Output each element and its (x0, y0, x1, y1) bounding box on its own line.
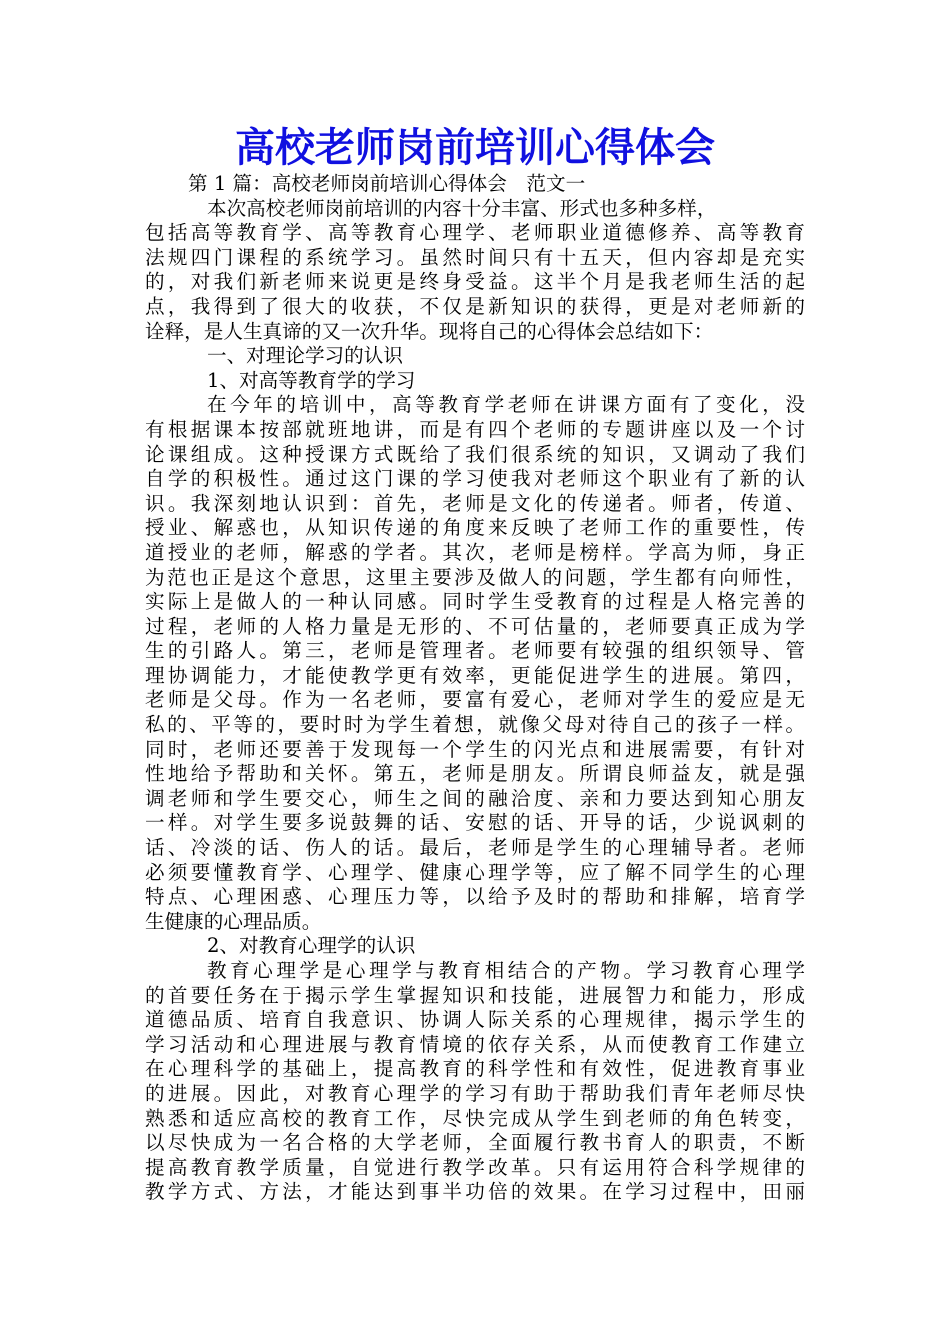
body-text-line: 在今年的培训中，高等教育学老师在讲课方面有了变化，没 (207, 393, 805, 417)
body-text-line: 一、对理论学习的认识 (207, 344, 403, 368)
body-text-line: 以尽快成为一名合格的大学老师，全面履行教书育人的职责，不断 (145, 1131, 805, 1155)
body-text-line: 实际上是做人的一种认同感。同时学生受教育的过程是人格完善的 (145, 590, 805, 614)
body-text-line: 点，我得到了很大的收获，不仅是新知识的获得，更是对老师新的 (145, 294, 805, 318)
body-text-line: 话、冷淡的话、伤人的话。最后，老师是学生的心理辅导者。老师 (145, 836, 805, 860)
body-text-line: 生健康的心理品质。 (145, 909, 322, 933)
body-text-line: 熟悉和适应高校的教育工作，尽快完成从学生到老师的角色转变， (145, 1106, 805, 1130)
body-text-line: 道授业的老师，解惑的学者。其次，老师是榜样。学高为师，身正 (145, 540, 805, 564)
body-text-line: 论课组成。这种授课方式既给了我们很系统的知识，又调动了我们 (145, 442, 805, 466)
body-text-line: 生的引路人。第三，老师是管理者。老师要有较强的组织领导、管 (145, 639, 805, 663)
body-text-line: 的进展。因此，对教育心理学的学习有助于帮助我们青年老师尽快 (145, 1081, 805, 1105)
body-text-line: 教学方式、方法，才能达到事半功倍的效果。在学习过程中，田丽 (145, 1180, 805, 1204)
body-text-line: 的，对我们新老师来说更是终身受益。这半个月是我老师生活的起 (145, 270, 805, 294)
document-subtitle: 第 1 篇：高校老师岗前培训心得体会 范文一 (188, 172, 586, 195)
body-text-line: 诠释，是人生真谛的又一次升华。现将自己的心得体会总结如下： (145, 319, 714, 343)
document-title: 高校老师岗前培训心得体会 (235, 124, 715, 171)
body-text-line: 同时，老师还要善于发现每一个学生的闪光点和进展需要，有针对 (145, 737, 805, 761)
body-text-line: 特点、心理困惑、心理压力等，以给予及时的帮助和排解，培育学 (145, 885, 805, 909)
body-text-line: 学习活动和心理进展与教育情境的依存关系，从而使教育工作建立 (145, 1032, 805, 1056)
body-text-line: 道德品质、培育自我意识、协调人际关系的心理规律，揭示学生的 (145, 1008, 805, 1032)
document-body (145, 172, 805, 1205)
body-text-line: 理协调能力，才能使教学更有效率，更能促进学生的进展。第四， (145, 663, 805, 687)
body-text-line: 私的、平等的，要时时为学生着想，就像父母对待自己的孩子一样。 (145, 713, 805, 737)
body-text-line: 识。我深刻地认识到：首先，老师是文化的传递者。师者，传道、 (145, 491, 805, 515)
body-text-line: 本次高校老师岗前培训的内容十分丰富、形式也多种多样， (207, 196, 717, 220)
body-text-line: 1、对高等教育学的学习 (207, 368, 416, 392)
body-text-line: 调老师和学生要交心，师生之间的融洽度、亲和力要达到知心朋友 (145, 786, 805, 810)
body-text-line: 必须要懂教育学、心理学、健康心理学等，应了解不同学生的心理 (145, 860, 805, 884)
body-text-line: 老师是父母。作为一名老师，要富有爱心，老师对学生的爱应是无 (145, 688, 805, 712)
body-text-line: 法规四门课程的系统学习。虽然时间只有十五天，但内容却是充实 (145, 245, 805, 269)
body-text-line: 授业、解惑也，从知识传递的角度来反映了老师工作的重要性，传 (145, 516, 805, 540)
body-text-line: 在心理科学的基础上，提高教育的科学性和有效性，促进教育事业 (145, 1057, 805, 1081)
body-text-line: 一样。对学生要多说鼓舞的话、安慰的话、开导的话，少说讽刺的 (145, 811, 805, 835)
body-text-line: 包括高等教育学、高等教育心理学、老师职业道德修养、高等教育 (145, 221, 805, 245)
body-text-line: 自学的积极性。通过这门课的学习使我对老师这个职业有了新的认 (145, 467, 805, 491)
body-text-line: 过程，老师的人格力量是无形的、不可估量的，老师要真正成为学 (145, 614, 805, 638)
body-text-line: 2、对教育心理学的认识 (207, 934, 416, 958)
body-text-line: 的首要任务在于揭示学生掌握知识和技能，进展智力和能力，形成 (145, 983, 805, 1007)
body-text-line: 提高教育教学质量，自觉进行教学改革。只有运用符合科学规律的 (145, 1155, 805, 1179)
body-text-line: 教育心理学是心理学与教育相结合的产物。学习教育心理学 (207, 959, 805, 982)
body-text-line: 为范也正是这个意思，这里主要涉及做人的问题，学生都有向师性， (145, 565, 805, 589)
body-text-line: 有根据课本按部就班地讲，而是有四个老师的专题讲座以及一个讨 (145, 417, 805, 441)
body-text-line: 性地给予帮助和关怀。第五，老师是朋友。所谓良师益友，就是强 (145, 762, 805, 786)
